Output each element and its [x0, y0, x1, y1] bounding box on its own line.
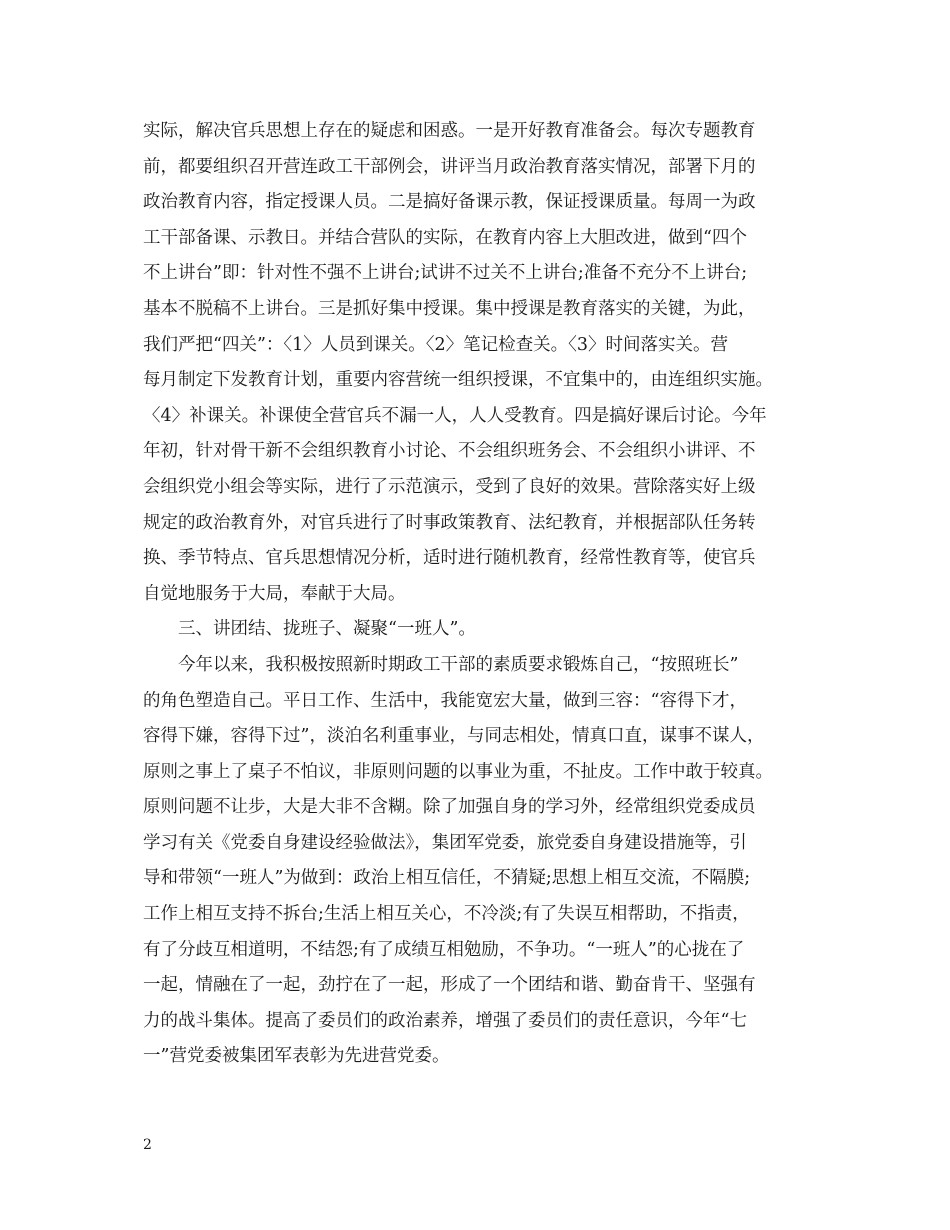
text-line: 一”营党委被集团军表彰为先进营党委。 — [143, 1046, 450, 1067]
text-line: 今年以来，我积极按照新时期政工干部的素质要求锻炼自己，“按照班长” — [143, 654, 739, 675]
text-line: 一起，情融在了一起，劲拧在了一起，形成了一个团结和谐、勤奋肯干、坚强有 — [143, 975, 756, 996]
text-line: 工干部备课、示教日。并结合营队的实际，在教育内容上大胆改进，做到“四个 — [143, 227, 747, 248]
text-line: 〈4〉补课关。补课使全营官兵不漏一人，人人受教育。四是搞好课后讨论。今年 — [143, 405, 767, 426]
text-line: 年初，针对骨干新不会组织教育小讨论、不会组织班务会、不会组织小讲评、不 — [143, 441, 756, 462]
text-line: 自觉地服务于大局，奉献于大局。 — [143, 583, 406, 604]
text-line: 的角色塑造自己。平日工作、生活中，我能宽宏大量，做到三容：“容得下才， — [143, 690, 747, 711]
text-line: 学习有关《党委自身建设经验做法》，集团军党委，旅党委自身建设措施等，引 — [143, 832, 747, 853]
text-line: 不上讲台”即：针对性不强不上讲台;试讲不过关不上讲台;准备不充分不上讲台; — [143, 263, 748, 284]
text-line: 实际，解决官兵思想上存在的疑虑和困惑。一是开好教育准备会。每次专题教育 — [143, 121, 756, 141]
text-line: 有了分歧互相道明，不结怨;有了成绩互相勉励，不争功。“一班人”的心拢在了 — [143, 939, 745, 960]
text-line: 工作上相互支持不拆台;生活上相互关心，不冷淡;有了失误互相帮助，不指责， — [143, 904, 750, 925]
text-line: 政治教育内容，指定授课人员。二是搞好备课示教，保证授课质量。每周一为政 — [143, 192, 756, 213]
text-line: 力的战斗集体。提高了委员们的政治素养，增强了委员们的责任意识，今年“七 — [143, 1010, 747, 1031]
text-line: 原则问题不让步，大是大非不含糊。除了加强自身的学习外，经常组织党委成员 — [143, 797, 756, 818]
text-line: 我们严把“四关”：〈1〉人员到课关。〈2〉笔记检查关。〈3〉时间落实关。营 — [143, 334, 729, 355]
text-line: 规定的政治教育外，对官兵进行了时事政策教育、法纪教育，并根据部队任务转 — [143, 512, 756, 533]
section-heading: 三、讲团结、拢班子、凝聚“一班人”。 — [143, 619, 476, 640]
text-line: 换、季节特点、官兵思想情况分析，适时进行随机教育，经常性教育等，使官兵 — [143, 548, 756, 569]
text-line: 会组织党小组会等实际，进行了示范演示，受到了良好的效果。营除落实好上级 — [143, 476, 756, 497]
text-line: 每月制定下发教育计划，重要内容营统一组织授课，不宜集中的，由连组织实施。 — [143, 370, 773, 391]
text-line: 前，都要组织召开营连政工干部例会，讲评当月政治教育落实情况，部署下月的 — [143, 156, 756, 177]
body-text — [143, 114, 813, 1075]
text-line: 原则之事上了桌子不怕议，非原则问题的以事业为重，不扯皮。工作中敢于较真。 — [143, 761, 773, 782]
text-line: 导和带领“一班人”为做到：政治上相互信任，不猜疑;思想上相互交流，不隔膜; — [143, 868, 751, 889]
page-number: 2 — [143, 1137, 152, 1153]
text-line: 容得下嫌，容得下过”，淡泊名利重事业，与同志相处，情真口直，谋事不谋人， — [143, 726, 765, 747]
text-line: 基本不脱稿不上讲台。三是抓好集中授课。集中授课是教育落实的关键，为此， — [143, 298, 756, 319]
